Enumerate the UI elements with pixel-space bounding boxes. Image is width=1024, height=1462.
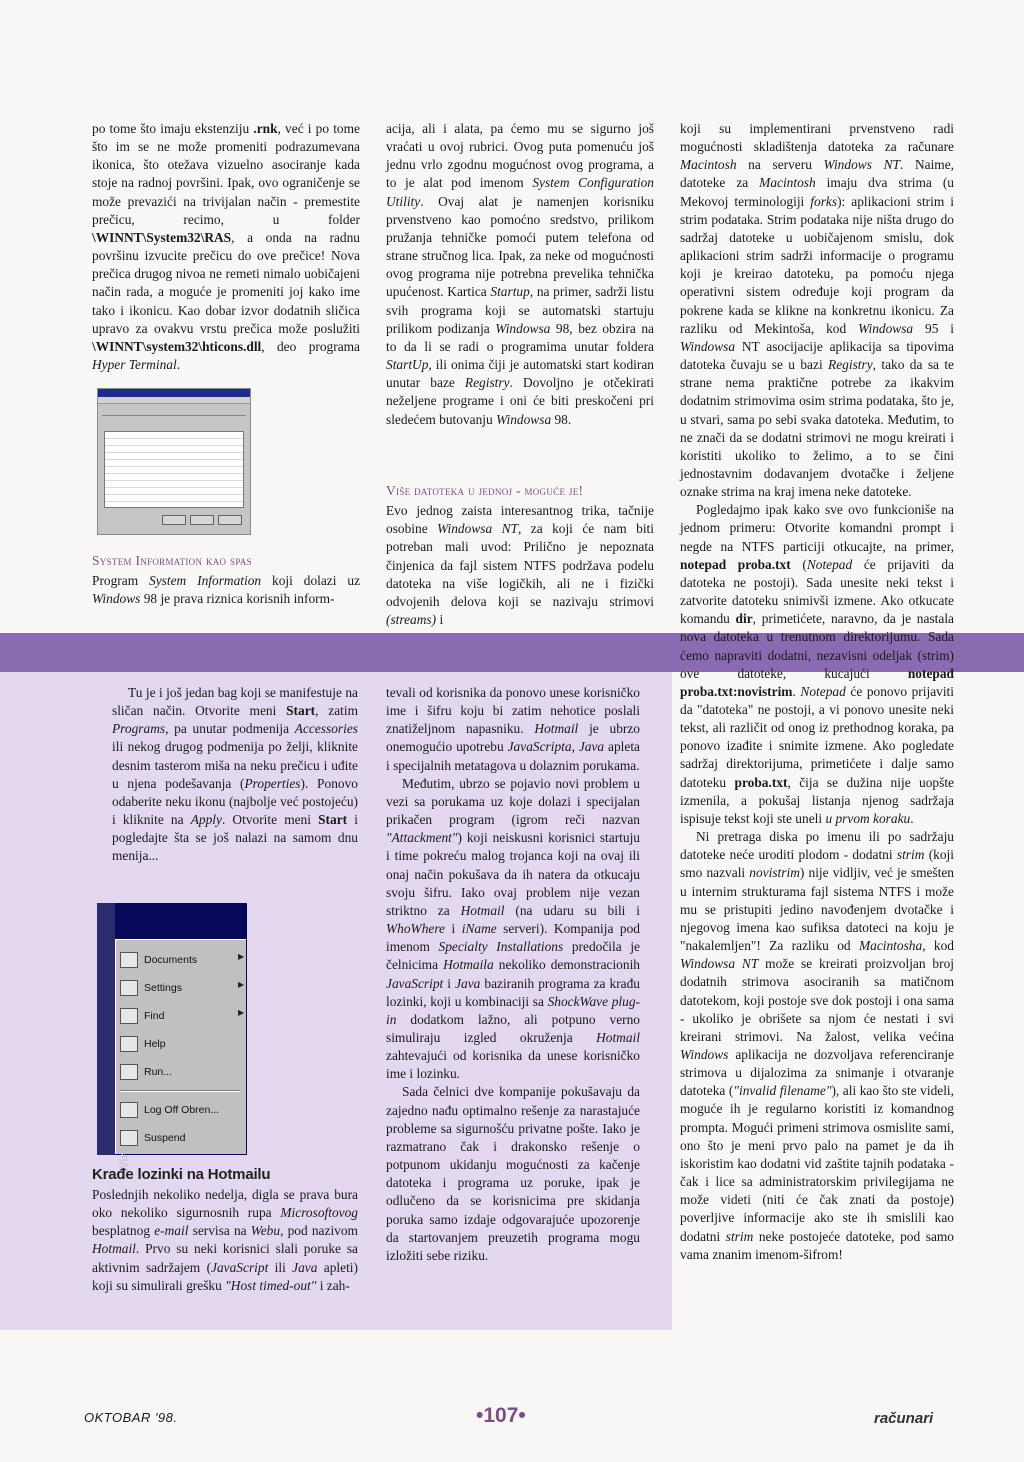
menu-item-help: Help [120,1036,166,1056]
menu-item-logoff: Log Off Obren... [120,1102,219,1122]
hotmail-section [92,1186,358,1295]
page-number: •107• [476,1404,526,1427]
magazine-name: računari [874,1410,934,1427]
sysinfo-text: Program System Information koji dolazi uz Windows 98 je prava riznica korisnih inform- [92,573,361,607]
column-3 [680,120,954,1264]
sysinfo-section [92,552,360,608]
sysinfo-heading: System Information kao spas [92,553,252,568]
menu-item-documents: Documents ▶ [120,952,197,972]
box-right-text [386,684,640,1265]
start-menu-stripe [97,903,115,1155]
vise-heading: Više datoteka u jednoj - moguće je! [386,483,584,498]
hotmail-text: Poslednjih nekoliko nedelja, digla se prava bura oko nekoliko sigurnosnih rupa Microsoftovog besplatnog e-mail servisa na Webu, pod nazivom Hotmail. Prvo su neki korisnici slali poruke sa aktivnim sadržajem (JavaScript ili Java apleti) koji su simulirali grešku "Host timed-out" i zah- [92,1187,358,1293]
tabs [102,407,246,416]
column-1 [92,120,360,374]
settings-icon [120,980,138,996]
run-icon [120,1064,138,1080]
list-area [104,431,244,508]
menu-separator [120,1090,240,1092]
menu-item-settings: Settings ▶ [120,980,182,1000]
vise-section [386,482,654,629]
box-left-text [112,684,358,866]
titlebar [98,389,250,397]
system-config-screenshot [97,388,251,535]
folder-icon [120,952,138,968]
col2-text: acija, ali i alata, pa ćemo mu se sigurno još vraćati u ovoj rubrici. Ovog puta pomenuću još jednu vrlo zgodnu mogućnost ovog programa, a to je alat pod imenom System Configuration Utility. Ovaj alat je namenjen korisniku prvenstveno kao pomoćno sredstvo, prilikom pružanja tehničke pomoći putem telefona od strane stručnog lica. Ipak, za neke od mogućnosti ovog programa nije potrebna prevelika tehnička upućenost. Kartica Startup, na primer, sadrži listu svih programa koji se automatski startuju prilikom podizanja Windowsa 98, bez obzira na to da li se radi o programima unutar foldera StartUp, ili onima čiji je automatski start kodiran unutar baze Registry. Dovoljno je otčekirati neželjene programe i oni će biti preskočeni pri sledećem butovanju Windowsa 98. [386,121,654,427]
chevron-right-icon: ▶ [238,1008,245,1017]
hotmail-title: Krađe lozinki na Hotmailu [92,1166,271,1183]
cancel-button [190,515,214,525]
chevron-right-icon: ▶ [238,952,245,961]
col1-text: po tome što imaju ekstenziju .rnk, već i po tome što im se ne može promeniti podrazumevana ikonica, što otežava vizuelno asociranje kada stoje na radnoj površini. Ipak, ovo ograničenje se može prevazići na trivijalan način - premestite prečicu, recimo, u folder \WINNT\System32\RAS, a onda na radnu površinu izvucite prečicu do ove prečice! Nova prečica drugog nivoa ne remeti nimalo uobičajeni način rada, a moguće je promeniti joj kako ime tako i ikonicu. Kao dobar izvor dodatnih sličica upravo za ovakvu vrstu prečica može poslužiti \WINNT\system32\hticons.dll, deo programa Hyper Terminal. [92,121,360,373]
suspend-icon [120,1130,138,1146]
col3-p1: koji su implementirani prvenstveno radi mogućnosti skladištenja datoteka za računare Macintosh na serveru Windows NT. Naime, datoteke za Macintosh imaju dva strima (u Mekovoj terminologiji forks): aplikacioni strim i strim podataka. Strim podataka nije ništa drugo do sadržaj datoteke u uobičajenom smislu, dok aplikacioni strim sadrži informacije o programu koji je kreirao datoteku, pa pomoću njega operativni sistem određuje koji program da pokrene kada se klikne na konkretnu ikonicu. Za razliku od Mekintoša, kod Windowsa 95 i Windowsa NT asocijacije aplikacija sa tipovima datoteka čuvaju se u bazi Registry, tako da sa te strane nema praktične potrebe za ikakvim dodatnim strimovima osim strima podataka, što je, u stvari, sama po sebi svaka datoteka. Međutim, to ne znači da se dodatni strimovi ne mogu kreirati i koristiti ukoliko to želimo, a to se čini jednostavnim dodavanjem dvotačke i željene oznake strima na kraj imena neke datoteke. [680,121,954,500]
menu-item-find: Find ▶ [120,1008,164,1028]
box-right-p3: Sada čelnici dve kompanije pokušavaju da zajedno nađu optimalno rešenje za narastajuće probleme sa sigurnošću privatne pošte. Iako je razmatrano čak i drakonsko rešenje o potpunom ukidanju mogućnosti za kačenje datoteka i programa uz poruke, ipak je odlučeno da se korisnicima pre skidanja poruka samo izdaje odgovarajuće upozorenje da startovanjem preuzetih programa mogu izložiti sebe riziku. [386,1084,640,1263]
footer-date: OKTOBAR '98. [84,1410,178,1425]
start-menu-screenshot [97,903,247,1155]
menu-item-run: Run... [120,1064,172,1084]
col3-p2: Pogledajmo ipak kako sve ovo funkcioniše na jednom primeru: Otvorite komandni prompt i negde na NTFS particiji otkucajte, na primer, notepad proba.txt (Notepad će prijaviti da datoteka ne postoji). Sada unesite neki tekst i zatvorite datoteku snimivši izmene. Ako otkucate komandu dir, primetićete, naravno, da je nastala nova datoteka u trenutnom direktorijumu. Sada ćemo napraviti dodatni, nezavisni odeljak (strim) ove datoteke, kucajući notepad proba.txt:novistrim. Notepad će ponovo prijaviti da "datoteka" ne postoji, a vi ponovo unesite neki tekst, ali različit od onog iz prethodnog koraka, pa ponovo izađite i snimite izmene. Ako pogledate sadržaj direktorijuma, primetićete i dalje samo datoteku proba.txt, čija se dužina nije uopšte izmenila, a pokušaj listanja njenog sadržaja ispisuje tekst koji ste uneli u prvom koraku. [680,502,955,826]
start-menu-panel [115,939,246,1154]
box-left-p: Tu je i još jedan bag koji se manifestuje na sličan način. Otvorite meni Start, zatim Programs, pa unutar podmenija Accessories ili nekog drugog podmenija po želji, kliknite desnim tasterom miša na neku prečicu i uđite u njena podešavanja (Properties). Ponovo odaberite neku ikonu (najbolje već postojeću) i kliknite na Apply. Otvorite meni Start i pogledajte šta se još nalazi na samom dnu menija... [112,685,358,864]
col3-p3: Ni pretraga diska po imenu ili po sadržaju datoteke neće uroditi plodom - dodatni strim (koji smo nazvali novistrim) nije vidljiv, već je smešten u internim strukturama fajl sistema NTFS i može mu se pristupiti jedino navođenjem dvotačke i njegovog imena kao sufiksa datoteci na koju je "nakalemljen"! Za razliku od Macintosha, kod Windowsa NT može se kreirati proizvoljan broj dodatnih strimova asociranih sa matičnom datotekom, koji postoje sve dok postoji i ona sama - ukoliko je obrišete sa njom će nestati i svi kreirani strimovi. Na žalost, velika većina Windows aplikacija ne dozvoljava referenciranje strimova u dijalozima za snimanje i otvaranje datoteka ("invalid filename"), ali kao što ste videli, moguće ih je regularno koristiti iz komandnog prompta. Mogući primeni strimova osmislite sami, ono što je meni prvo palo na pamet je da ih iskoristim kao dodatni vid zaštite tajnih podataka - čak i lice sa administratorskim privilegijama ne može videti (niti će čak znati da postoje) poverljive informacije ako ste ih smislili kao dodatni strim neke postojeće datoteke, pod samo vama znanim imenom-šifrom! [680,829,955,1262]
apply-button [218,515,242,525]
column-2 [386,120,654,429]
chevron-right-icon: ▶ [238,980,245,989]
vise-text: Evo jednog zaista interesantnog trika, tačnije osobine Windowsa NT, za koji će nam biti potreban mali uvod: Prilično je nepoznata činjenica da fajl sistem NTFS podržava podelu datoteka na više logičkih, ali ne i fizički odvojenih delova koji se nazivaju strimovi (streams) i [386,503,654,628]
box-right-p1: tevali od korisnika da ponovo unese korisničko ime i šifru koju bi zatim nehotice poslali znatiželjnom napasniku. Hotmail je ubrzo onemogućio upotrebu JavaScripta, Java apleta i specijalnih metatagova u dolaznim porukama. [386,685,640,773]
help-book-icon [120,1036,138,1052]
ok-button [162,515,186,525]
box-right-p2: Međutim, ubrzo se pojavio novi problem u vezi sa porukama uz koje dolazi i specijalan prikačen program (igrom reči nazvan "Attackment") koji neiskusni korisnici startuju i time pokreću malog trojanca koji na ovaj ili onaj način pokušava da ih natera da otkucaju svoju šifru. Iako ovaj problem nije vezan striktno za Hotmail (na udaru su bili i WhoWhere i iName serveri). Kompanija pod imenom Specialty Installations predočila je čelnicima Hotmaila nekoliko demonstracionih JavaScript i Java baziranih programa za krađu lozinki, koji u kombinaciji sa ShockWave plug-in dodatkom lažno, ali potpuno verno simuliraju izgled okruženja Hotmail zahtevajući od korisnika da unese korisničko ime i lozinku. [386,775,641,1082]
keys-icon [120,1102,138,1118]
magnifier-icon [120,1008,138,1024]
menubar [98,397,250,404]
menu-item-suspend: Suspend [120,1130,185,1150]
